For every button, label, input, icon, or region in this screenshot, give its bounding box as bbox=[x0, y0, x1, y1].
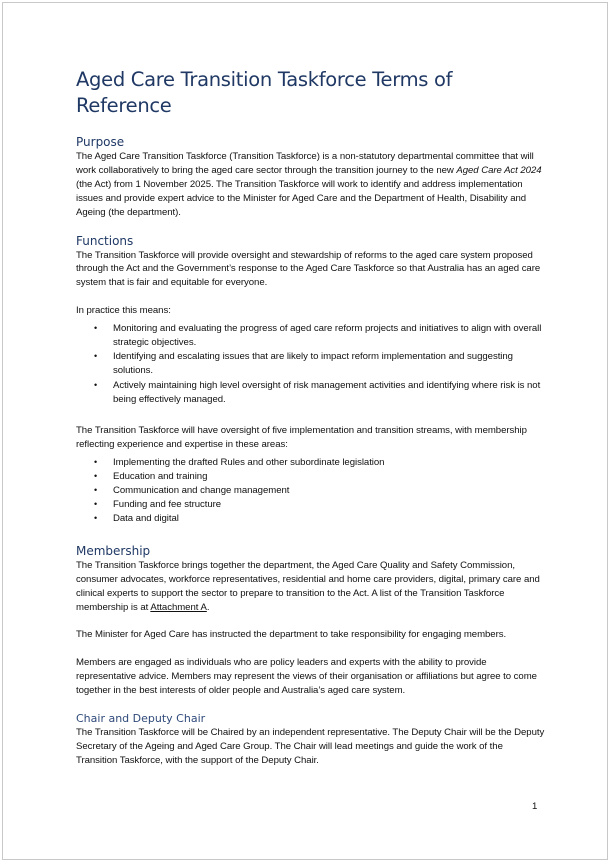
list-item: • Education and training bbox=[94, 471, 208, 483]
chair-heading: Chair and Deputy Chair bbox=[76, 711, 206, 725]
bullet-icon: • bbox=[94, 351, 98, 362]
membership-heading: Membership bbox=[76, 543, 151, 558]
chair-section bbox=[76, 712, 546, 768]
practice-label: In practice this means: bbox=[76, 305, 171, 317]
streams-intro: The Transition Taskforce will have oversight of five implementation and transition streams, with membership reflecting experience and expertise in these areas: bbox=[76, 425, 527, 451]
functions-intro: The Transition Taskforce will provide oversight and stewardship of reforms to the aged care system proposed through the Act and the Government’s response to the Aged Care Taskforce so that Australia has an aged care system that is fair and equitable for everyone. bbox=[76, 249, 541, 289]
functions-section bbox=[76, 234, 546, 526]
attachment-a-link[interactable]: Attachment A bbox=[150, 601, 207, 613]
chair-paragraph: The Transition Taskforce will be Chaired by an independent representative. The Deputy Chair will be the Deputy Secretary of the Ageing and Aged Care Group. The Chair will lead meetings and guide the work of the Transition Taskforce, with the support of the Deputy Chair. bbox=[76, 726, 545, 766]
purpose-text-end: (the Act) from 1 November 2025. The Transition Taskforce will work to identify and address implementation issues and provide expert advice to the Minister for Aged Care and the Department of Health, Disability and Ageing (the department). bbox=[76, 178, 527, 218]
list-item: • Actively maintaining high level oversight of risk management activities and identifying where risk is not being effectively managed. bbox=[94, 379, 541, 405]
bullet-icon: • bbox=[94, 485, 98, 496]
membership-paragraph-2: The Minister for Aged Care has instructed the department to take responsibility for engaging members. bbox=[76, 629, 507, 641]
document-title: Aged Care Transition Taskforce Terms of Reference bbox=[76, 68, 453, 117]
bullet-icon: • bbox=[94, 457, 98, 468]
functions-heading: Functions bbox=[76, 233, 134, 248]
streams-list bbox=[76, 456, 546, 526]
list-item: • Monitoring and evaluating the progress of aged care reform projects and initiatives to align with overall strategic objectives. bbox=[94, 323, 542, 348]
list-item: • Funding and fee structure bbox=[94, 499, 222, 511]
purpose-section bbox=[76, 135, 546, 220]
list-item: • Communication and change management bbox=[94, 485, 290, 497]
bullet-icon: • bbox=[94, 512, 98, 523]
bullet-icon: • bbox=[94, 379, 98, 390]
bullet-icon: • bbox=[94, 471, 98, 482]
document-page bbox=[2, 2, 608, 860]
membership-paragraph-3: Members are engaged as individuals who are policy leaders and experts with the ability to provide representative advice. Members may represent the views of their organisation or affiliations but agree to come together in the best interests of older people and Australia’s aged care system. bbox=[76, 657, 537, 696]
membership-paragraph-1: The Transition Taskforce brings together the department, the Aged Care Quality and Safety Commission, consumer advocates, workforce representatives, residential and home care providers, digital, primary care and clinical experts to support the sector to prepare to transition to the Act. A list of the Transition Taskforce membership is at Attachment A. bbox=[76, 559, 540, 613]
list-item: • Implementing the drafted Rules and other subordinate legislation bbox=[94, 457, 385, 469]
purpose-text-start: The Aged Care Transition Taskforce (Transition Taskforce) is a non-statutory departmental committee that will work collaboratively to bring the aged care sector through the transition journey to the new bbox=[76, 151, 534, 176]
practice-list bbox=[76, 322, 546, 406]
list-item: • Identifying and escalating issues that are likely to impact reform implementation and suggesting solutions. bbox=[94, 351, 513, 377]
bullet-icon: • bbox=[94, 499, 98, 510]
purpose-heading: Purpose bbox=[76, 135, 125, 149]
bullet-icon: • bbox=[94, 323, 98, 334]
document-content bbox=[76, 67, 546, 768]
purpose-paragraph bbox=[76, 150, 546, 220]
page-number: 1 bbox=[532, 801, 538, 812]
list-item: • Data and digital bbox=[94, 512, 179, 524]
act-name: Aged Care Act 2024 bbox=[456, 164, 542, 176]
membership-section bbox=[76, 544, 546, 698]
